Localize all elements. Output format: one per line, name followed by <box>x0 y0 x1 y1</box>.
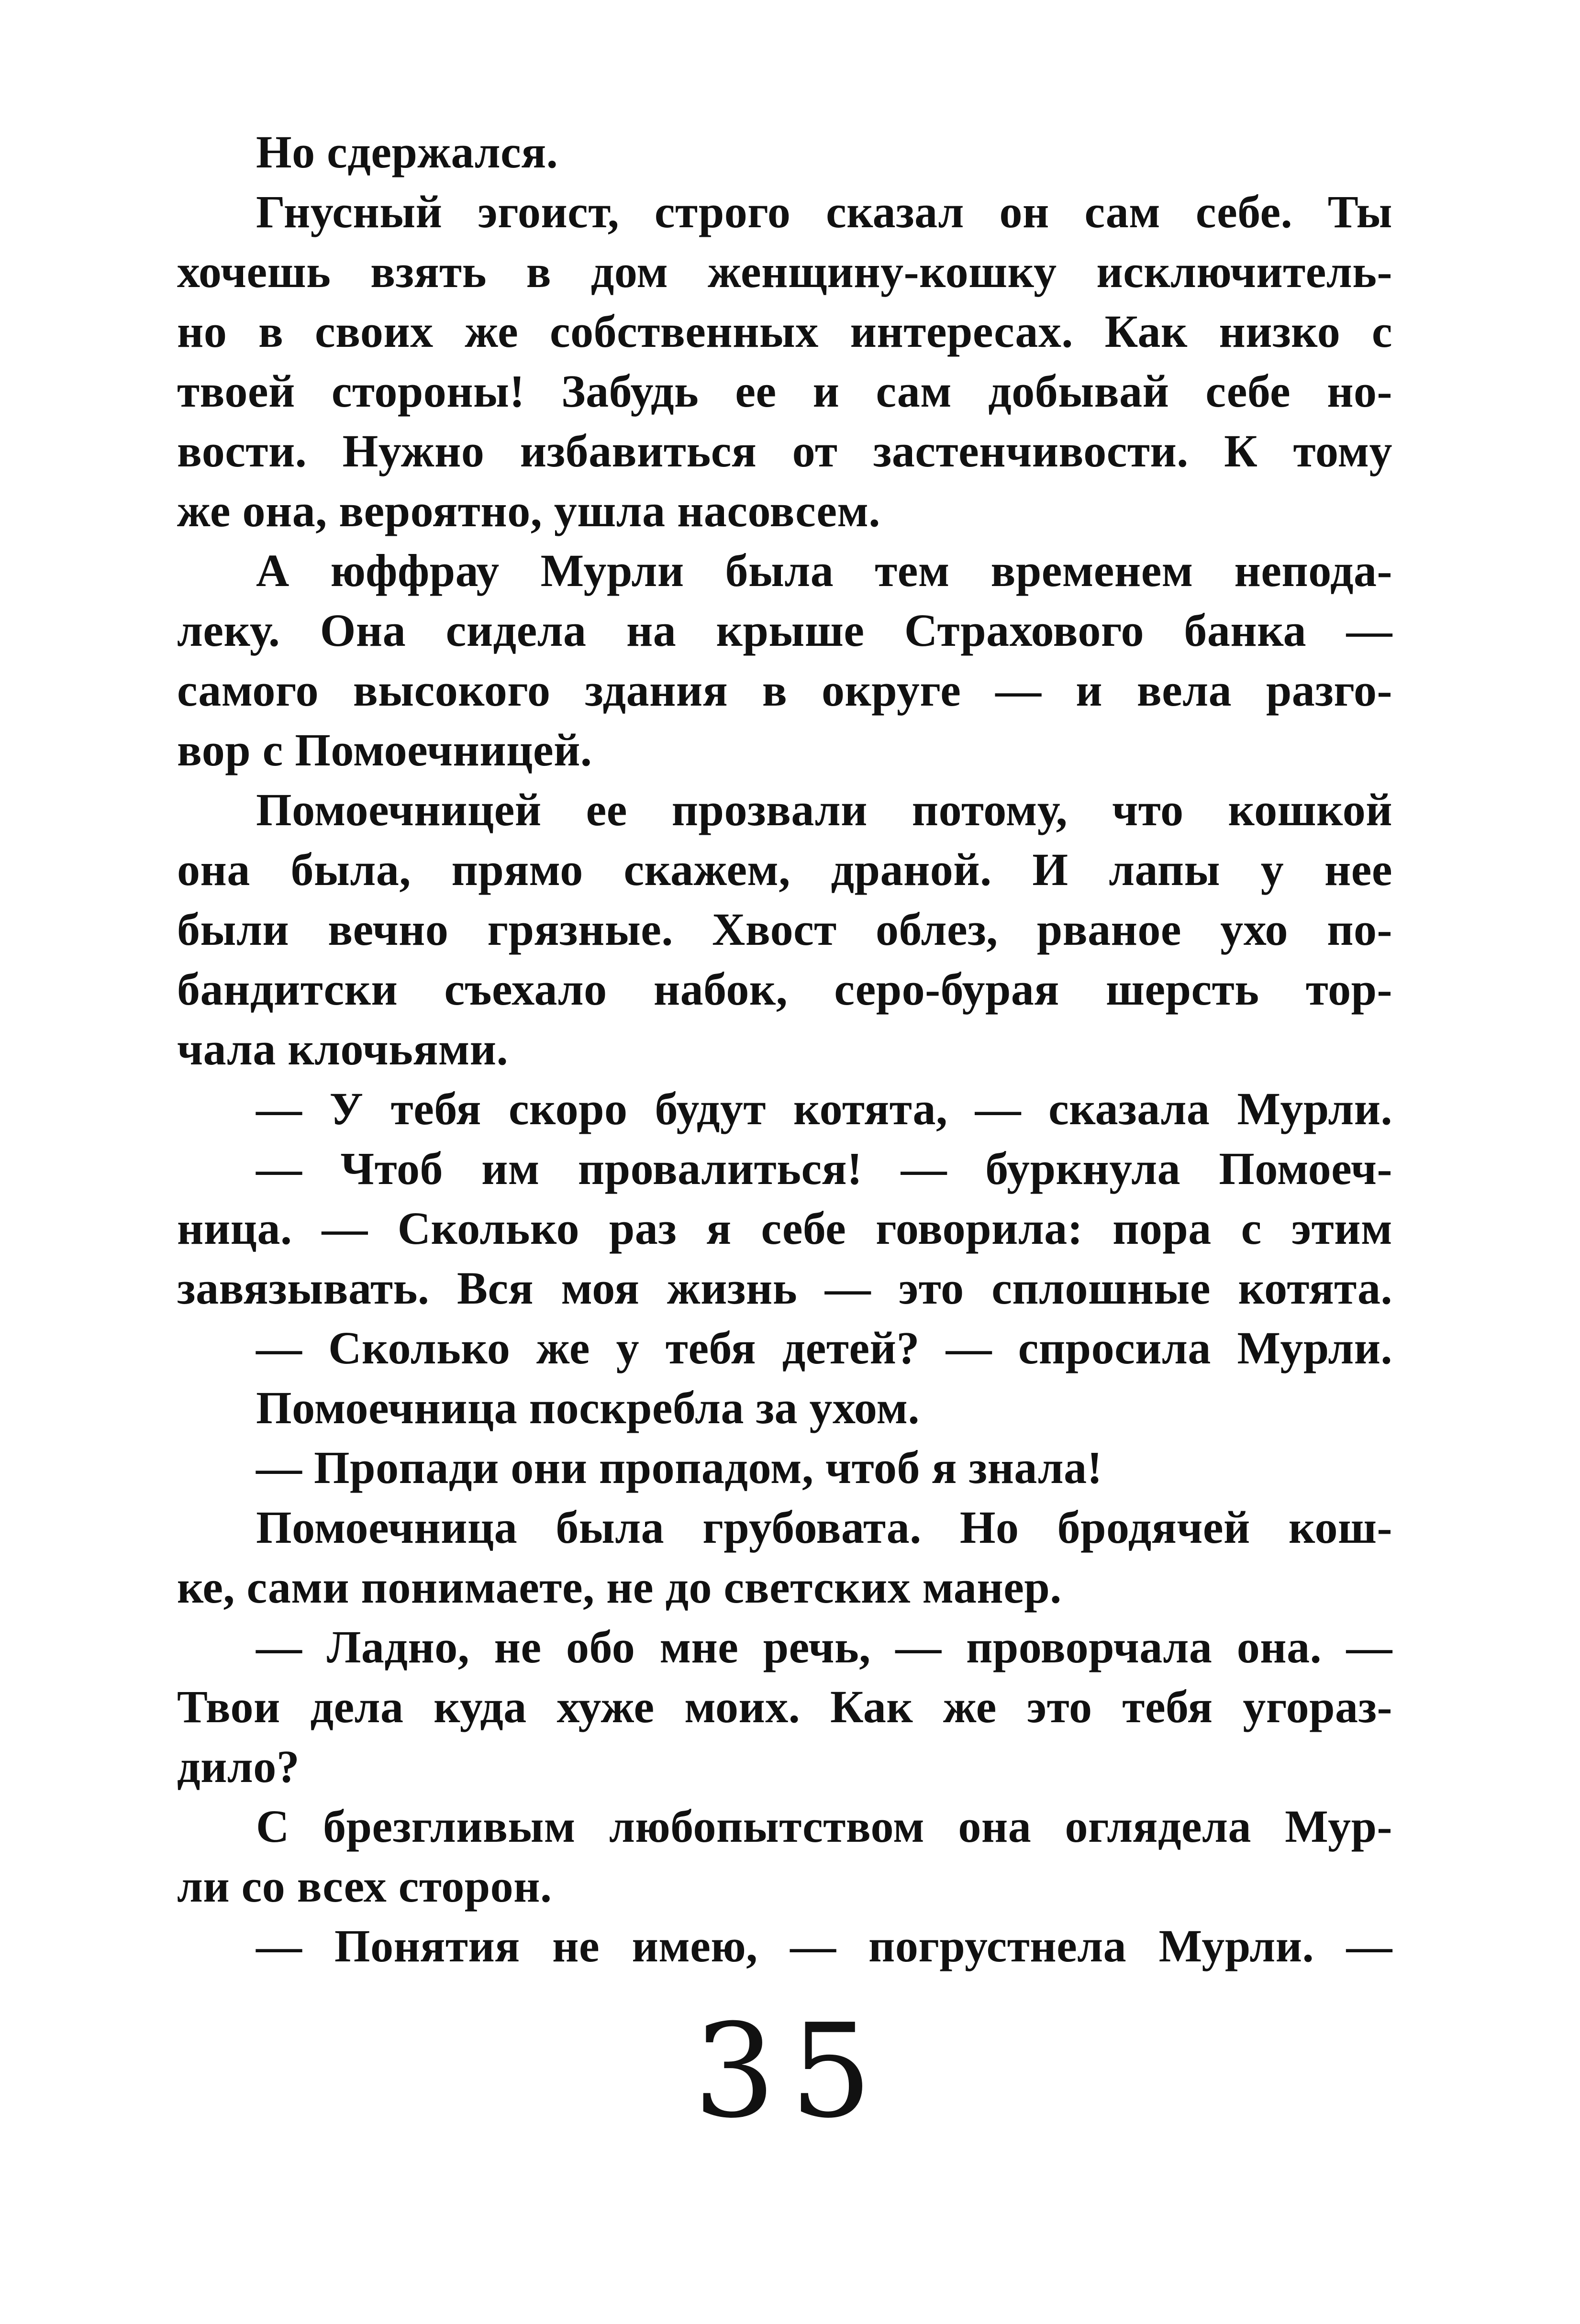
text-line: леку. Она сидела на крыше Страхового банка — <box>177 605 1392 656</box>
text-line: хочешь взять в дом женщину-кошку исключитель- <box>177 246 1392 297</box>
text-body <box>177 122 1392 1976</box>
text-line: Твои дела куда хуже моих. Как же это тебя угораз- <box>177 1681 1392 1732</box>
text-line: Помоечница поскребла за ухом. <box>256 1382 920 1433</box>
text-line: — Сколько же у тебя детей? — спросила Мурли. <box>256 1322 1392 1373</box>
page-number: 35 <box>693 1996 887 2147</box>
text-line: самого высокого здания в округе — и вела разго- <box>177 664 1392 716</box>
text-line: А юффрау Мурли была тем временем непода- <box>256 545 1392 596</box>
text-line: — Чтоб им провалиться! — буркнула Помоеч- <box>256 1143 1392 1194</box>
text-line: С брезгливым любопытством она оглядела Мур- <box>256 1801 1392 1852</box>
text-line: Гнусный эгоист, строго сказал он сам себе. Ты <box>256 186 1392 237</box>
text-line: — Пропади они пропадом, чтоб я знала! <box>256 1442 1103 1493</box>
text-line: завязывать. Вся моя жизнь — это сплошные котята. <box>177 1262 1392 1314</box>
text-line: Но сдержался. <box>256 126 558 177</box>
text-line: Помоечница была грубовата. Но бродячей кош- <box>256 1502 1392 1553</box>
text-line: ке, сами понимаете, не до светских манер. <box>177 1561 1062 1613</box>
text-line: — Понятия не имею, — погрустнела Мурли. — <box>256 1920 1392 1971</box>
text-line: она была, прямо скажем, драной. И лапы у нее <box>177 844 1392 895</box>
text-line: были вечно грязные. Хвост облез, рваное ухо по- <box>177 904 1392 955</box>
text-line: бандитски съехало набок, серо-бурая шерсть тор- <box>177 963 1392 1015</box>
text-line: — У тебя скоро будут котята, — сказала Мурли. <box>256 1083 1392 1134</box>
text-line: но в своих же собственных интересах. Как низко с <box>177 306 1392 357</box>
text-line: же она, вероятно, ушла насовсем. <box>177 485 880 536</box>
text-line: ли со всех сторон. <box>177 1860 552 1912</box>
text-line: Помоечницей ее прозвали потому, что кошкой <box>256 784 1392 835</box>
text-line: — Ладно, не обо мне речь, — проворчала она. — <box>256 1621 1392 1672</box>
text-line: вор с Помоечницей. <box>177 724 592 775</box>
text-line: чала клочьями. <box>177 1023 509 1074</box>
text-line: ница. — Сколько раз я себе говорила: пора с этим <box>177 1203 1392 1254</box>
text-line: дило? <box>177 1741 300 1792</box>
text-line: твоей стороны! Забудь ее и сам добывай себе но- <box>177 365 1392 417</box>
text-line: вости. Нужно избавиться от застенчивости. К тому <box>177 425 1392 476</box>
